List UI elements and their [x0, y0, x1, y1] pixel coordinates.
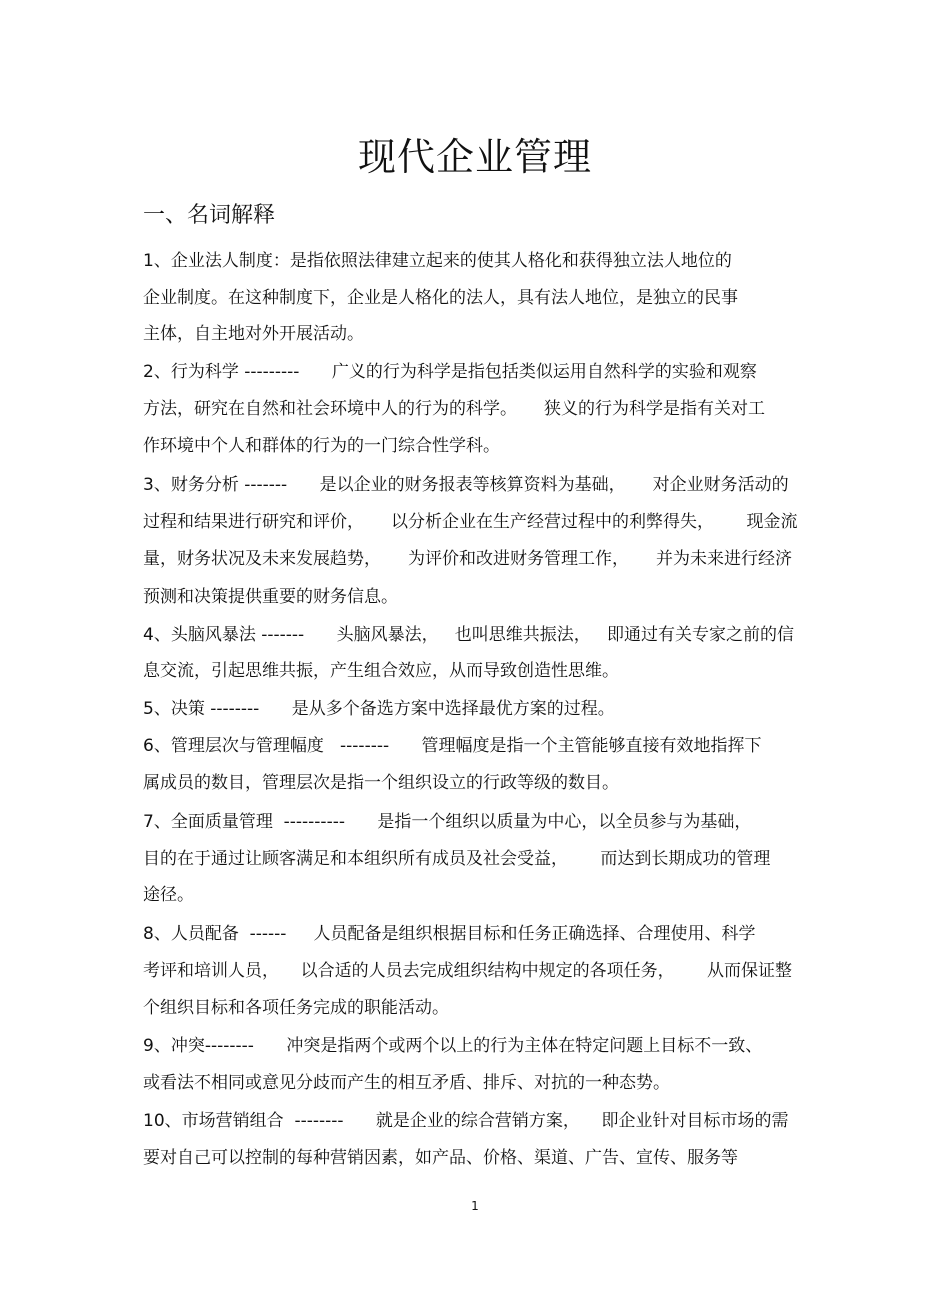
page-number: 1 [471, 1199, 479, 1213]
section-heading: 一、名词解释 [143, 203, 276, 228]
body-line: 个组织目标和各项任务完成的职能活动。 [143, 998, 449, 1018]
body-line: 2、行为科学 --------- 广义的行为科学是指包括类似运用自然科学的实验和观察 [143, 362, 757, 382]
body-line: 方法，研究在自然和社会环境中人的行为的科学。 狭义的行为科学是指有关对工 [143, 399, 766, 419]
body-line: 4、头脑风暴法 ------- 头脑风暴法， 也叫思维共振法， 即通过有关专家之前的信 [143, 625, 795, 645]
body-line: 3、财务分析 ------- 是以企业的财务报表等核算资料为基础， 对企业财务活动的 [143, 475, 789, 495]
body-line: 作环境中个人和群体的行为的一门综合性学科。 [143, 436, 500, 456]
body-line: 7、全面质量管理 ---------- 是指一个组织以质量为中心，以全员参与为基础， [143, 812, 752, 832]
body-line: 6、管理层次与管理幅度 -------- 管理幅度是指一个主管能够直接有效地指挥下 [143, 736, 762, 756]
body-line: 预测和决策提供重要的财务信息。 [143, 587, 398, 607]
body-line: 10、市场营销组合 -------- 就是企业的综合营销方案， 即企业针对目标市场的需 [143, 1111, 789, 1131]
body-line: 9、冲突-------- 冲突是指两个或两个以上的行为主体在特定问题上目标不一致、 [143, 1036, 763, 1056]
document-title: 现代企业管理 [357, 135, 592, 179]
body-line: 考评和培训人员， 以合适的人员去完成组织结构中规定的各项任务， 从而保证整 [143, 961, 793, 981]
body-line: 要对自己可以控制的每种营销因素，如产品、价格、渠道、广告、宣传、服务等 [143, 1148, 738, 1168]
body-line: 企业制度。在这种制度下，企业是人格化的法人，具有法人地位，是独立的民事 [143, 288, 738, 308]
body-line: 息交流，引起思维共振，产生组合效应，从而导致创造性思维。 [143, 661, 619, 681]
body-line: 8、人员配备 ------ 人员配备是组织根据目标和任务正确选择、合理使用、科学 [143, 924, 756, 944]
body-line: 1、企业法人制度：是指依照法律建立起来的使其人格化和获得独立法人地位的 [143, 251, 732, 271]
body-line: 5、决策 -------- 是从多个备选方案中选择最优方案的过程。 [143, 699, 615, 719]
body-line: 过程和结果进行研究和评价， 以分析企业在生产经营过程中的利弊得失， 现金流 [143, 512, 798, 532]
body-line: 属成员的数目，管理层次是指一个组织设立的行政等级的数目。 [143, 773, 619, 793]
body-line: 量，财务状况及未来发展趋势， 为评价和改进财务管理工作， 并为未来进行经济 [143, 549, 793, 569]
body-line: 目的在于通过让顾客满足和本组织所有成员及社会受益， 而达到长期成功的管理 [143, 849, 771, 869]
body-line: 途径。 [143, 885, 194, 905]
body-line: 主体，自主地对外开展活动。 [143, 324, 364, 344]
body-line: 或看法不相同或意见分歧而产生的相互矛盾、排斥、对抗的一种态势。 [143, 1073, 670, 1093]
